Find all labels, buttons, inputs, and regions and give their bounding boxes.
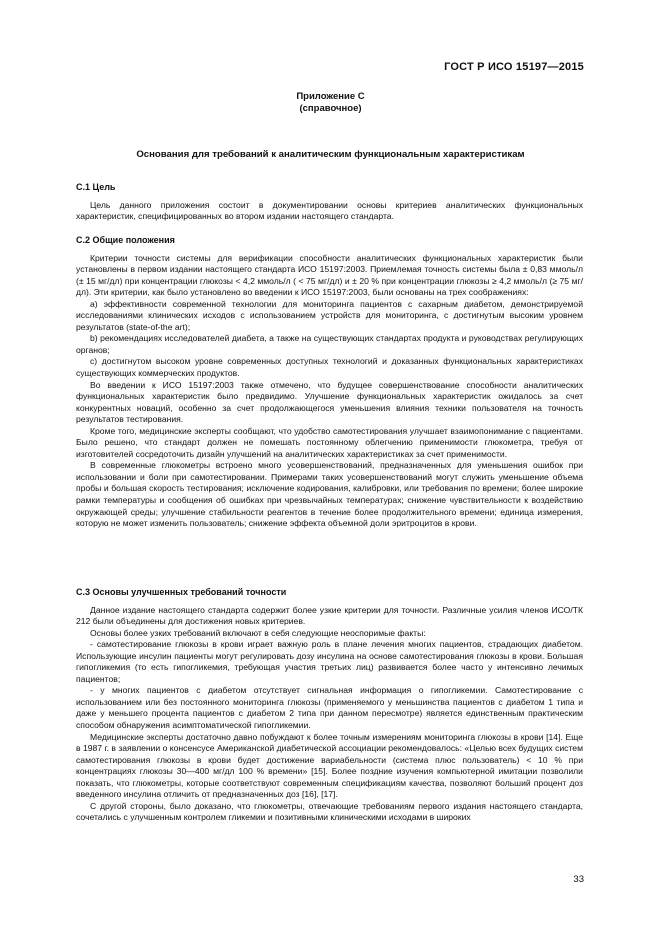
list-item: с) достигнутом высоком уровне современных доступных технологий и доказанных функциональных характеристиках существующих коммерческих продуктов. [76, 356, 583, 379]
annex-type: (справочное) [299, 103, 362, 114]
page-number: 33 [573, 874, 584, 885]
standard-designation: ГОСТ Р ИСО 15197—2015 [444, 61, 584, 73]
paragraph: С другой стороны, было доказано, что глюкометры, отвечающие требованиям первого издания настоящего стандарта, сочетались с улучшенным контролем гликемии и позитивными клиническими исходами в широких [76, 800, 583, 823]
paragraph: Основы более узких требований включают в себя следующие неоспоримые факты: [90, 627, 426, 638]
annex-heading [0, 91, 661, 115]
section-c3 [76, 587, 583, 824]
list-item: - самотестирование глюкозы в крови играет важную роль в плане лечения многих пациентов, страдающих диабетом. Использующие инсулин пациенты могут регулировать дозу инсулина на основе самотестирования глюкозы в крови. Большая гипогликемия (то есть гипогликемия, требующая участия третьих лиц) развивается более часто у интенсивно лечимых пациентов; [76, 639, 583, 684]
paragraph: Медицинские эксперты достаточно давно побуждают к более точным измерениям мониторинга глюкозы в крови [14]. Еще в 1987 г. в заявлении о консенсусе Американской диабетической ассоциации рекомендовалось: «Целью всех будущих систем самотестирования глюкозы в крови будет достижение вариабельности (система плюс пользователь) < 10 % при концентрациях глюкозы 30—400 мг/дл 100 % времени» [15]. Более поздние изучения компьютерной имитации позволили показать, что глюкометры, которые соответствуют современным спецификациям качества, позволяют больший процент доз введенного инсулина отличить от предназначенных доз [16], [17]. [76, 731, 583, 800]
paragraph: Кроме того, медицинские эксперты сообщают, что удобство самотестирования улучшает взаимопонимание с пациентами. Было решено, что стандарт должен не помешать постоянному облегчению применимости глюкометра, требуя от изготовителей сосредоточить дизайн улучшений на аналитических характеристиках за счет применимости. [76, 425, 583, 459]
section-c1 [76, 182, 583, 223]
annex-title: Приложение С [296, 91, 365, 102]
list-item: b) рекомендациях исследователей диабета, а также на существующих стандартах продукта и руководствах регулирующих органов; [76, 333, 583, 355]
paragraph: Цель данного приложения состоит в документировании основы критериев аналитических функциональных характеристик, специфицированных во втором издании настоящего стандарта. [76, 199, 583, 222]
section-heading: С.1 Цель [76, 182, 116, 192]
section-heading: С.2 Общие положения [76, 235, 175, 245]
paragraph: Данное издание настоящего стандарта содержит более узкие критерии для точности. Различные усилия членов ИСО/ТК 212 были объединены для достижения новых критериев. [76, 604, 583, 627]
paragraph: Во введении к ИСО 15197:2003 также отмечено, что будущее совершенствование способности аналитических функциональных характеристик было предвидимо. Улучшение функциональных характеристик ожидалось за счет конкурентных новаций, особенно за счет продолжающегося уменьшения влияния техники пользователя на точность результатов тестирования. [76, 379, 583, 425]
list-item: - у многих пациентов с диабетом отсутствует сигнальная информация о гипогликемии. Самотестирование с использованием или без постоянного мониторинга глюкозы (применяемого у меньшинства пациентов с диабетом 1 типа и даже у меньшего процента пациентов с диабетом 2 типа при данном пересмотре) является единственным практическим способом обнаружения асимптоматической гипогликемии. [76, 685, 583, 731]
document-title: Основания для требований к аналитическим функциональным характеристикам [136, 149, 525, 160]
paragraph: В современные глюкометры встроено много усовершенствований, предназначенных для уменьшения ошибок при использовании и боли при самотестировании. Примерами таких усовершенствований могут служить уменьшение объема пробы и большая скорость тестирования; исключение кодирования, калибровки, или требования по времени; более широкие рамки температуры и сообщения об ошибках при чрезвычайных температурах; снижение чувствительности к воздействию окружающей среды; улучшение стабильности реагентов в течение более продолжительного времени; единица измерения, которую не может изменить пользователь; снижение эффекта объемной доли эритроцитов в крови. [76, 460, 583, 529]
list-item: а) эффективности современной технологии для мониторинга пациентов с сахарным диабетом, демонстрируемой исследованиями клинических исходов с использованием устройств для мониторинга, с достигнутым высоким уровнем результатов (state-of-the art); [76, 298, 583, 332]
section-heading: С.3 Основы улучшенных требований точности [76, 587, 287, 597]
section-c2 [76, 235, 583, 530]
paragraph: Критерии точности системы для верификации способности аналитических функциональных характеристик были установлены в первом издании настоящего стандарта ИСО 15197:2003. Приемлемая точность системы была ± 0,83 ммоль/л (± 15 мг/дл) при концентрации глюкозы < 4,2 ммоль/л ( < 75 мг/дл) и ± 20 % при концентрации глюкозы ≥ 4,2 ммоль/л (≥ 75 мг/дл). Эти критерии, как было установлено во введении к ИСО 15197:2003, были основаны на трех соображениях: [76, 252, 583, 298]
